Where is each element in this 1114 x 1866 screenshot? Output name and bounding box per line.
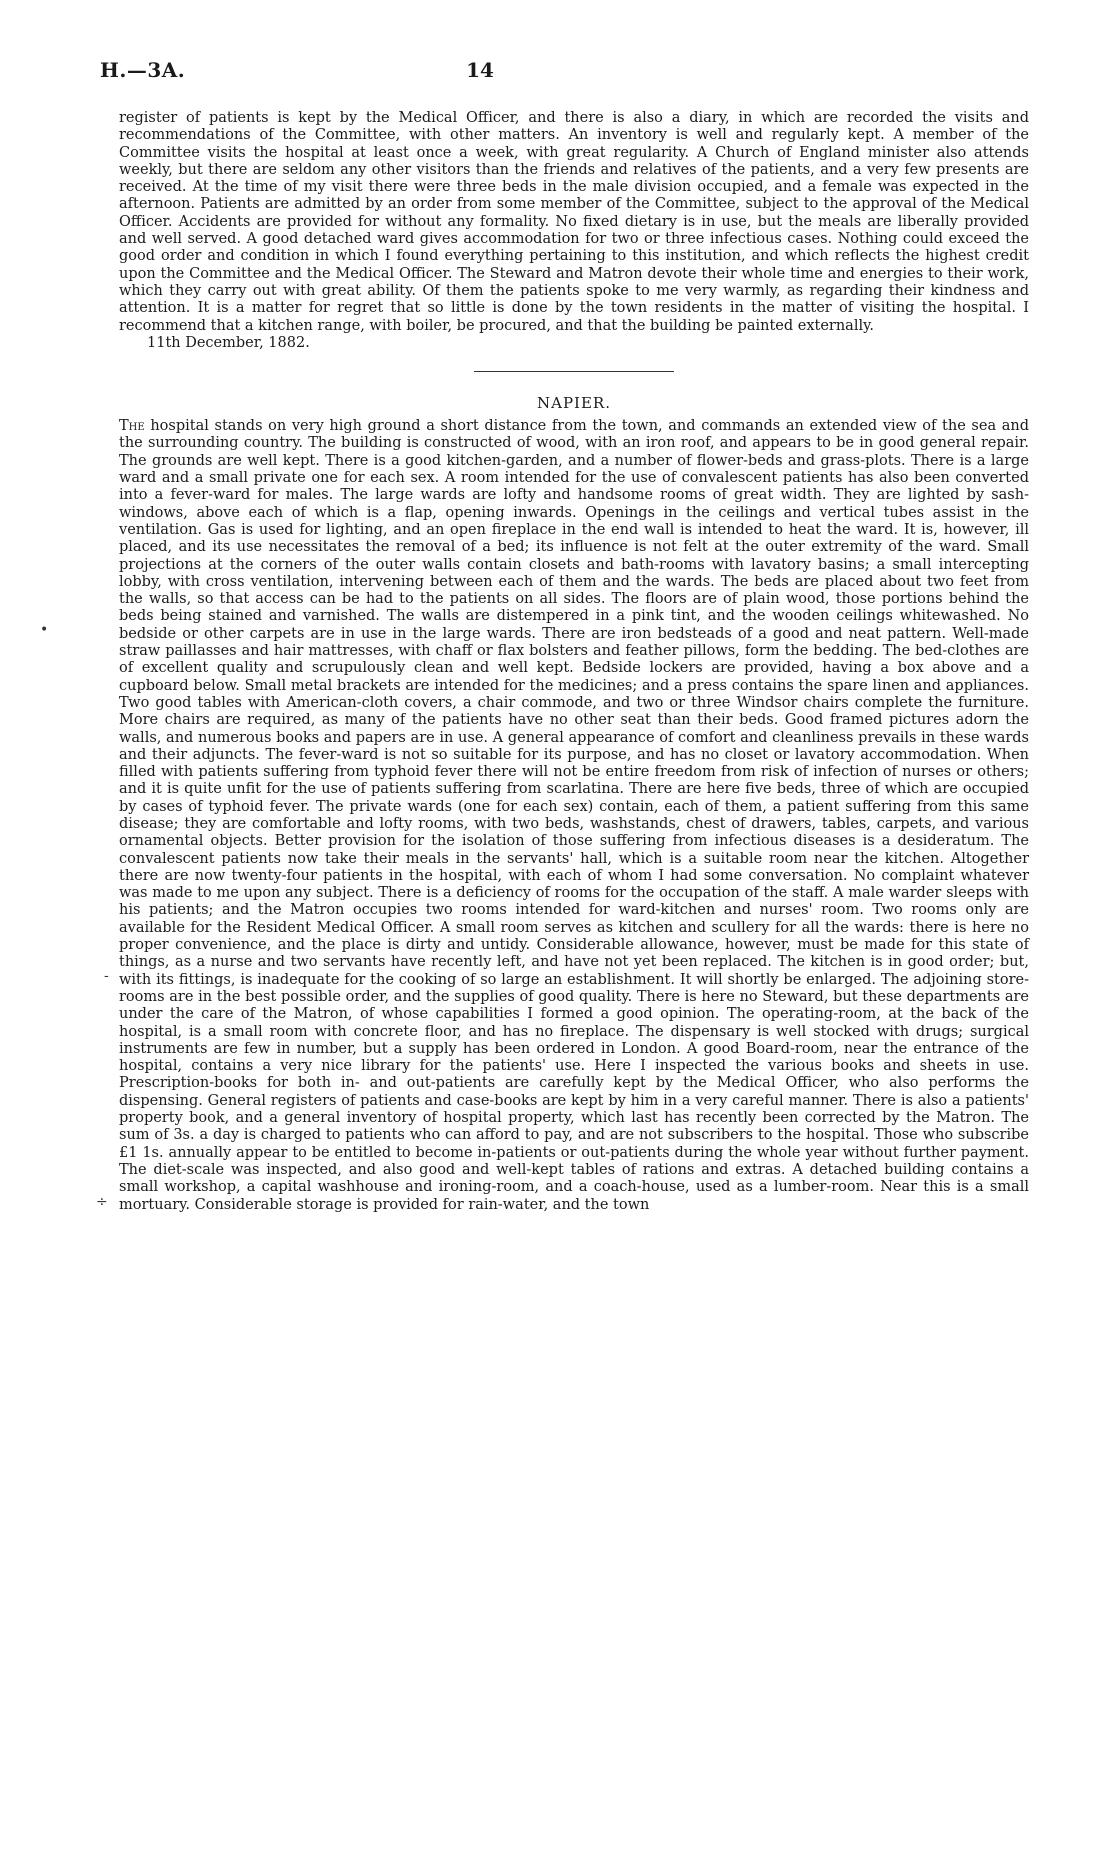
report-date: 11th December, 1882. bbox=[147, 334, 310, 351]
paragraph-napier-text: hospital stands on very high ground a short distance from the town, and commands an extended view of the sea and the surrounding country. The building is constructed of wood, with an iron roof, and appears to be in good general repair. The grounds are well kept. There is a good kitchen-garden, and a number of flower-beds and grass-plots. There is a large ward and a small private one for each sex. A room intended for the use of convalescent patients has also been converted into a fever-ward for males. The large wards are lofty and handsome rooms of great width. They are lighted by sash-windows, above each of which is a flap, opening inwards. Openings in the ceilings and vertical tubes assist in the ventilation. Gas is used for lighting, and an open fireplace in the end wall is intended to heat the ward. It is, however, ill placed, and its use necessitates the removal of a bed; its influence is not felt at the outer extremity of the ward. Small projections at the corners of the outer walls contain closets and bath-rooms with lavatory basins; a small intercepting lobby, with cross ventilation, intervening between each of them and the wards. The beds are placed about two feet from the walls, so that access can be had to the patients on all sides. The floors are of plain wood, those portions behind the beds being stained and varnished. The walls are distempered in a pink tint, and the wooden ceilings whitewashed. No bedside or other carpets are in use in the large wards. There are iron bedsteads of a good and neat pattern. Well-made straw paillasses and hair mattresses, with chaff or flax bolsters and feather pillows, form the bedding. The bed-clothes are of excellent quality and scrupulously clean and well kept. Bedside lockers are provided, having a box above and a cupboard below. Small metal brackets are intended for the medicines; and a press contains the spare linen and appliances. Two good tables with American-cloth covers, a chair commode, and two or three Windsor chairs complete the furniture. More chairs are required, as many of the patients have no other seat than their beds. Good framed pictures adorn the walls, and numerous books and papers are in use. A general appearance of comfort and cleanliness prevails in these wards and their adjuncts. The fever-ward is not so suitable for its purpose, and has no closet or lavatory accommodation. When filled with patients suffering from typhoid fever there will not be entire freedom from risk of infection of nurses or others; and it is quite unfit for the use of patients suffering from scarlatina. There are here five beds, three of which are occupied by cases of typhoid fever. The private wards (one for each sex) contain, each of them, a patient suffering from this same disease; they are comfortable and lofty rooms, with two beds, washstands, chest of drawers, tables, carpets, and various ornamental objects. Better provision for the isolation of those suffering from infectious diseases is a desideratum. The convalescent patients now take their meals in the servants' hall, which is a suitable room near the kitchen. Altogether there are now twenty-four patients in the hospital, with each of whom I had some conversation. No complaint whatever was made to me upon any subject. There is a deficiency of rooms for the occupation of the staff. A male warder sleeps with his patients; and the Matron occupies two rooms intended for ward-kitchen and nurses' room. Two rooms only are available for the Resident Medical Officer. A small room serves as kitchen and scullery for all the wards: there is here no proper convenience, and the place is dirty and untidy. Considerable allowance, however, must be made for this state of things, as a nurse and two servants have recently left, and have not yet been replaced. The kitchen is in good order; but, with its fittings, is inadequate for the cooking of so large an establishment. It will shortly be enlarged. The adjoining store-rooms are in the best possible order, and the supplies of good quality. There is here no Steward, but these departments are under the care of the Matron, of whose capabilities I formed a good opinion. The operating-room, at the back of the hospital, is a small room with concrete floor, and has no fireplace. The dispensary is well stocked with drugs; surgical instruments are few in number, but a supply has been ordered in London. A good Board-room, near the entrance of the hospital, contains a very nice library for the patients' use. Here I inspected the various books and sheets in use. Prescription-books for both in- and out-patients are carefully kept by the Medical Officer, who also performs the dispensing. General registers of patients and case-books are kept by him in a very careful manner. There is also a patients' property book, and a general inventory of hospital property, which last has recently been corrected by the Matron. The sum of 3s. a day is charged to patients who can afford to pay, and are not subscribers to the hospital. Those who subscribe £1 1s. annually appear to be entitled to become in-patients or out-patients during the whole year without further payment. The diet-scale was inspected, and also good and well-kept tables of rations and extras. A detached building contains a small workshop, a capital washhouse and ironing-room, and a coach-house, used as a lumber-room. Near this is a small mortuary. Considerable storage is provided for rain-water, and the town bbox=[119, 418, 1029, 1213]
paragraph-lead-word: The bbox=[119, 418, 145, 435]
page-number: 14 bbox=[466, 58, 494, 82]
margin-dot-mark: • bbox=[40, 622, 49, 638]
series-label: H.—3A. bbox=[100, 58, 186, 82]
margin-dash-mark: - bbox=[104, 968, 109, 984]
section-heading-napier: NAPIER. bbox=[537, 394, 611, 413]
document-body bbox=[119, 110, 1029, 1214]
margin-division-mark: ÷ bbox=[96, 1194, 108, 1210]
section-divider bbox=[474, 371, 674, 372]
paragraph-napier bbox=[119, 418, 1029, 1214]
paragraph-continued: register of patients is kept by the Medical Officer, and there is also a diary, in which are recorded the visits and recommendations of the Committee, with other matters. An inventory is well and regularly kept. A member of the Committee visits the hospital at least once a week, with great regularity. A Church of England minister also attends weekly, but there are seldom any other visitors than the friends and relatives of the patients, and a very few presents are received. At the time of my visit there were three beds in the male division occupied, and a female was expected in the afternoon. Patients are admitted by an order from some member of the Committee, subject to the approval of the Medical Officer. Accidents are provided for without any formality. No fixed dietary is in use, but the meals are liberally provided and well served. A good detached ward gives accommodation for two or three infectious cases. Nothing could exceed the good order and condition in which I found everything pertaining to this institution, and which reflects the highest credit upon the Committee and the Medical Officer. The Steward and Matron devote their whole time and energies to their work, which they carry out with great ability. Of them the patients spoke to me very warmly, as regarding their kindness and attention. It is a matter for regret that so little is done by the town residents in the matter of visiting the hospital. I recommend that a kitchen range, with boiler, be procured, and that the building be painted externally. bbox=[119, 110, 1029, 334]
page-header bbox=[100, 58, 1014, 88]
